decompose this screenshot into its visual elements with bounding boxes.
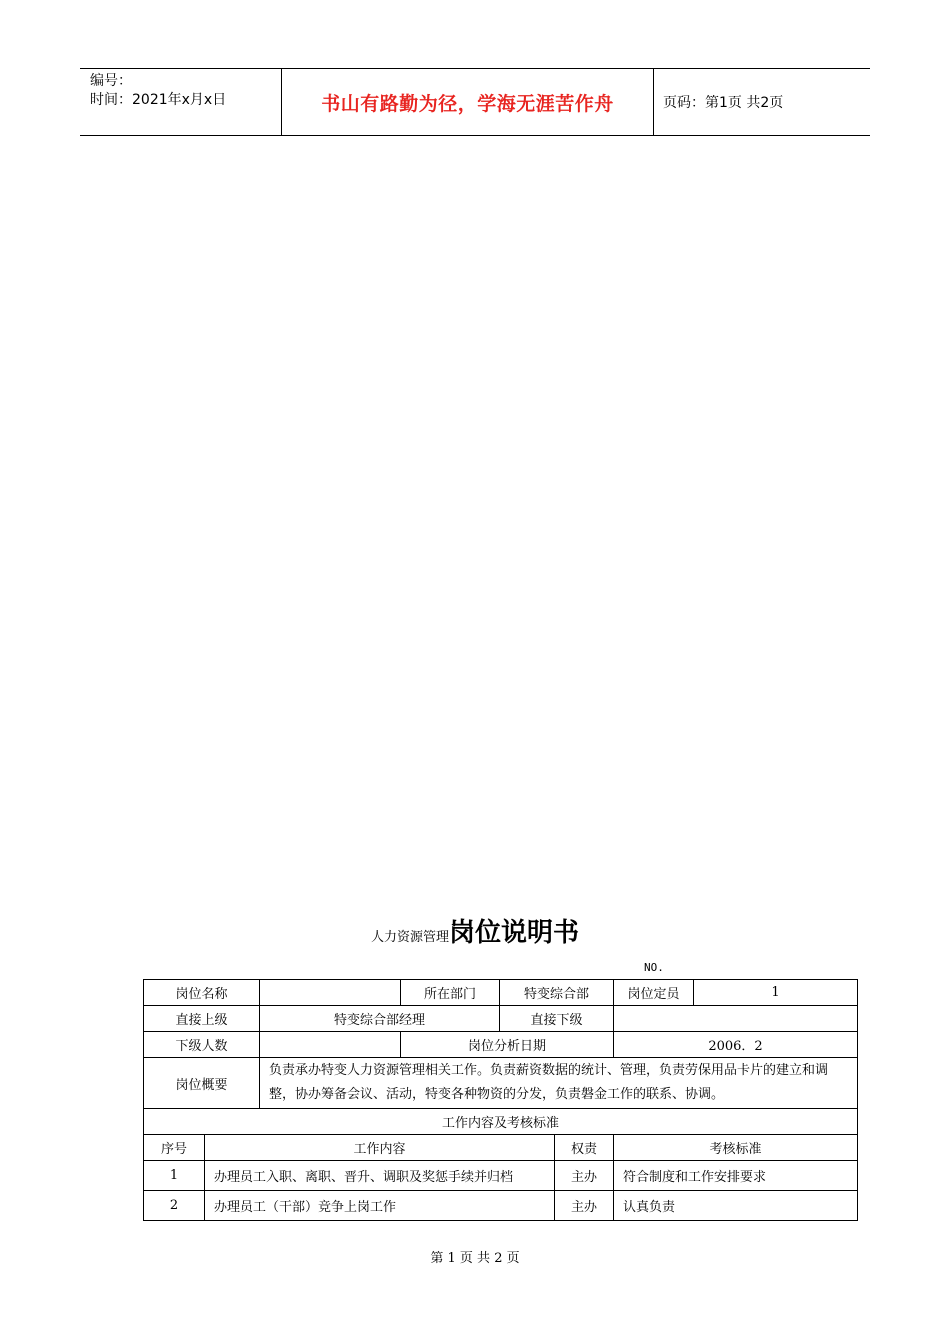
title-main: 岗位说明书 — [449, 918, 580, 948]
header-motto: 书山有路勤为径，学海无涯苦作舟 — [321, 92, 614, 115]
task-content: 办理员工（干部）竞争上岗工作 — [205, 1191, 555, 1221]
header-meta — [80, 69, 281, 135]
table-row — [144, 1109, 858, 1135]
sub-count-label: 下级人数 — [144, 1032, 260, 1058]
page-header — [80, 68, 870, 136]
summary-value: 负责承办特变人力资源管理相关工作。负责薪资数据的统计、管理，负责劳保用品卡片的建立和调整，协办筹备会议、活动，特变各种物资的分发，负责磐金工作的联系、协调。 — [260, 1058, 858, 1109]
analysis-date-label: 岗位分析日期 — [401, 1032, 614, 1058]
header-number: 编号： — [90, 73, 132, 89]
table-row — [144, 980, 858, 1006]
job-description-table — [143, 979, 858, 1221]
column-header-standard: 考核标准 — [614, 1135, 858, 1161]
header-page-cell — [654, 69, 870, 135]
department-value: 特变综合部 — [500, 980, 614, 1006]
section-title: 工作内容及考核标准 — [144, 1109, 858, 1135]
headcount-value: 1 — [694, 980, 858, 1006]
task-standard: 认真负责 — [614, 1191, 858, 1221]
task-seq: 2 — [144, 1191, 205, 1221]
superior-value: 特变综合部经理 — [260, 1006, 500, 1032]
document-number: NO. — [644, 961, 664, 974]
task-seq: 1 — [144, 1161, 205, 1191]
table-row — [144, 1161, 858, 1191]
analysis-date-value: 2006．2 — [614, 1032, 858, 1058]
column-header-seq: 序号 — [144, 1135, 205, 1161]
table-header-row — [144, 1135, 858, 1161]
document-title — [0, 912, 950, 949]
department-label: 所在部门 — [401, 980, 500, 1006]
task-standard: 符合制度和工作安排要求 — [614, 1161, 858, 1191]
page-footer: 第 1 页 共 2 页 — [430, 1251, 520, 1266]
table-row — [144, 1032, 858, 1058]
header-time: 时间：2021年x月x日 — [90, 92, 227, 108]
table-row — [144, 1191, 858, 1221]
title-prefix: 人力资源管理 — [370, 930, 449, 945]
superior-label: 直接上级 — [144, 1006, 260, 1032]
subordinate-label: 直接下级 — [500, 1006, 614, 1032]
column-header-authority: 权责 — [555, 1135, 614, 1161]
position-name-label: 岗位名称 — [144, 980, 260, 1006]
position-name-value — [260, 980, 401, 1006]
task-authority: 主办 — [555, 1191, 614, 1221]
table-row — [144, 1058, 858, 1109]
sub-count-value — [260, 1032, 401, 1058]
summary-label: 岗位概要 — [144, 1058, 260, 1109]
header-page-info: 页码：第1页 共2页 — [663, 95, 784, 111]
table-row — [144, 1006, 858, 1032]
subordinate-value — [614, 1006, 858, 1032]
headcount-label: 岗位定员 — [614, 980, 694, 1006]
task-content: 办理员工入职、离职、晋升、调职及奖惩手续并归档 — [205, 1161, 555, 1191]
column-header-content: 工作内容 — [205, 1135, 555, 1161]
header-motto-cell — [281, 69, 654, 135]
task-authority: 主办 — [555, 1161, 614, 1191]
